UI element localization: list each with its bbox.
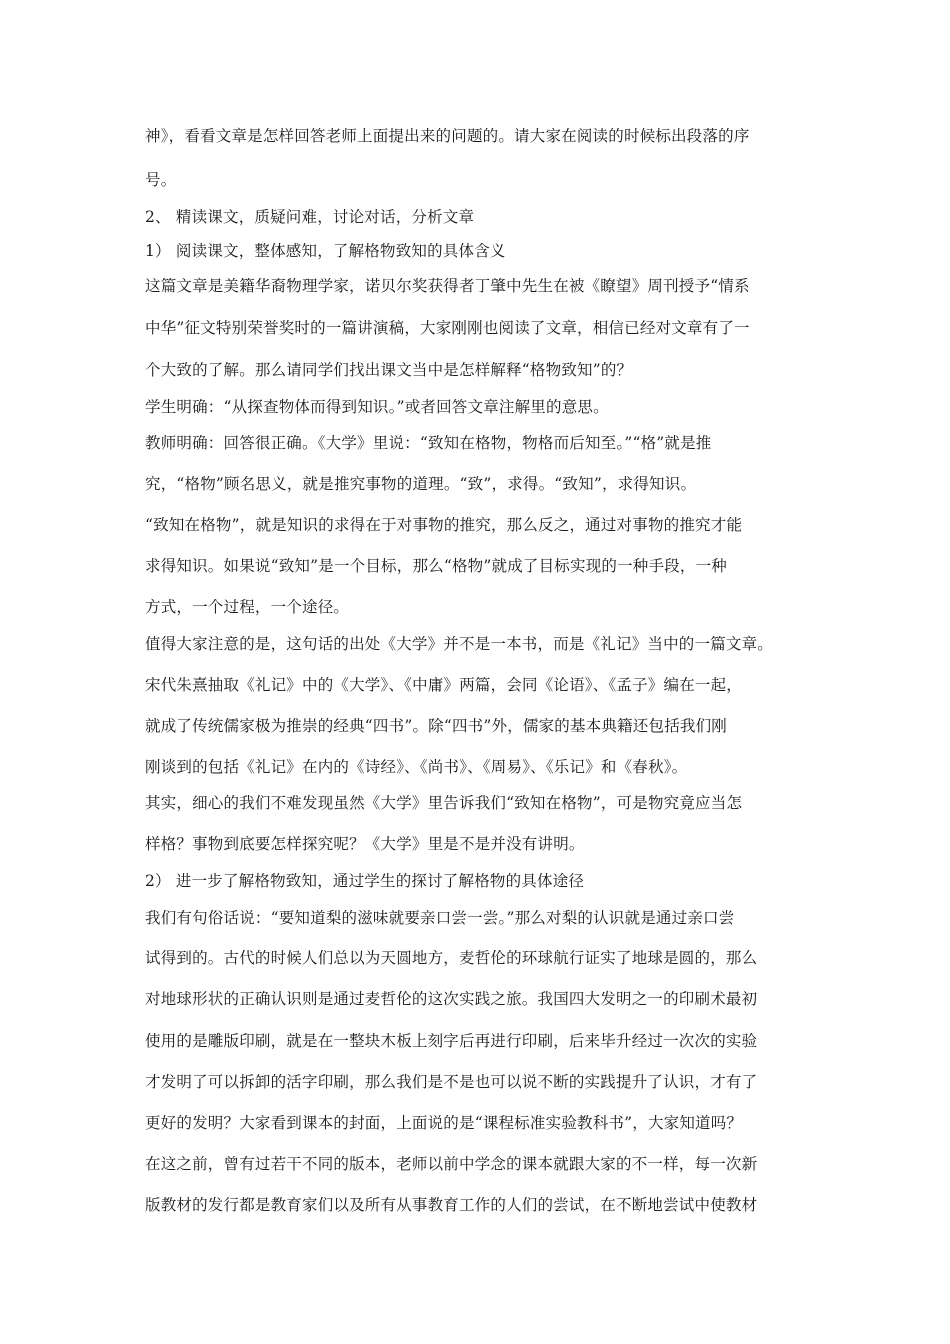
- text-line: 刚谈到的包括《礼记》在内的《诗经》、《尚书》、《周易》、《乐记》和《春秋》。: [145, 758, 688, 776]
- text-line: 对地球形状的正确认识则是通过麦哲伦的这次实践之旅。我国四大发明之一的印刷术最初: [145, 990, 758, 1008]
- text-line: “致知在格物”，就是知识的求得在于对事物的推究，那么反之，通过对事物的推究才能: [145, 516, 743, 534]
- text-line: 方式，一个过程，一个途径。: [145, 598, 350, 616]
- text-line: 其实，细心的我们不难发现虽然《大学》里告诉我们“致知在格物”，可是物究竟应当怎: [145, 794, 743, 812]
- text-line: 宋代朱熹抽取《礼记》中的《大学》、《中庸》两篇，会同《论语》、《孟子》编在一起，: [145, 676, 743, 694]
- subsection-heading: 1） 阅读课文，整体感知，了解格物致知的具体含义: [145, 242, 506, 260]
- text-line: 求得知识。如果说“致知”是一个目标，那么“格物”就成了目标实现的一种手段，一种: [145, 557, 727, 575]
- text-line: 我们有句俗话说：“要知道梨的滋味就要亲口尝一尝。”那么对梨的认识就是通过亲口尝: [145, 909, 735, 927]
- text-line: 样格？事物到底要怎样探究呢？《大学》里是不是并没有讲明。: [145, 835, 585, 853]
- subsection-heading: 2） 进一步了解格物致知，通过学生的探讨了解格物的具体途径: [145, 872, 585, 890]
- text-line: 教师明确：回答很正确。《大学》里说：“致知在格物，物格而后知至。”“格”就是推: [145, 434, 712, 452]
- text-line: 这篇文章是美籍华裔物理学家，诺贝尔奖获得者丁肇中先生在被《瞭望》周刊授予“情系: [145, 277, 750, 295]
- text-line: 号。: [145, 171, 177, 189]
- text-line: 神》，看看文章是怎样回答老师上面提出来的问题的。请大家在阅读的时候标出段落的序: [145, 127, 750, 145]
- text-line: 才发明了可以拆卸的活字印刷，那么我们是不是也可以说不断的实践提升了认识，才有了: [145, 1073, 758, 1091]
- text-line: 究，“格物”顾名思义，就是推究事物的道理。“致”，求得。“致知”，求得知识。: [145, 475, 697, 493]
- text-line: 学生明确：“从探查物体而得到知识。”或者回答文章注解里的意思。: [145, 398, 609, 416]
- text-line: 试得到的。古代的时候人们总以为天圆地方，麦哲伦的环球航行证实了地球是圆的，那么: [145, 949, 758, 967]
- text-line: 在这之前，曾有过若干不同的版本，老师以前中学念的课本就跟大家的不一样，每一次新: [145, 1155, 758, 1173]
- text-line: 版教材的发行都是教育家们以及所有从事教育工作的人们的尝试，在不断地尝试中使教材: [145, 1196, 758, 1214]
- section-heading: 2、 精读课文，质疑问难，讨论对话，分析文章: [145, 208, 475, 226]
- text-line: 就成了传统儒家极为推崇的经典“四书”。除“四书”外，儒家的基本典籍还包括我们刚: [145, 717, 727, 735]
- text-line: 值得大家注意的是，这句话的出处《大学》并不是一本书，而是《礼记》当中的一篇文章。: [145, 635, 774, 653]
- text-line: 个大致的了解。那么请同学们找出课文当中是怎样解释“格物致知”的？: [145, 361, 633, 379]
- text-line: 中华”征文特别荣誉奖时的一篇讲演稿，大家刚刚也阅读了文章，相信已经对文章有了一: [145, 319, 750, 337]
- text-line: 更好的发明？大家看到课本的封面，上面说的是“课程标准实验教科书”，大家知道吗？: [145, 1114, 743, 1132]
- text-line: 使用的是雕版印刷，就是在一整块木板上刻字后再进行印刷，后来毕升经过一次次的实验: [145, 1032, 758, 1050]
